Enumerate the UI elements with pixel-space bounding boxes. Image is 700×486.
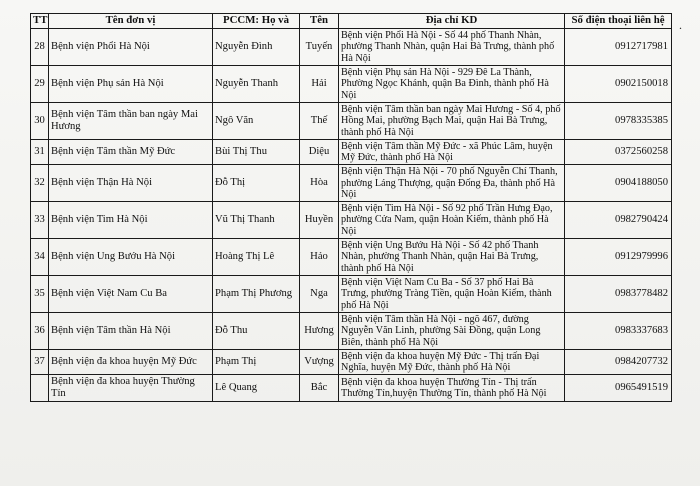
unit-name: Bệnh viện đa khoa huyện Mỹ Đức	[49, 350, 213, 375]
table-row	[31, 66, 672, 103]
business-address: Bệnh viện Phụ sản Hà Nội - 929 Đê La Thành, Phường Ngọc Khánh, quận Ba Đình, thành phố Hà Nội	[339, 66, 565, 103]
contact-phone: 0984207732	[565, 350, 672, 375]
contact-surname: Đỗ Thu	[213, 313, 300, 350]
contact-surname: Vũ Thị Thanh	[213, 202, 300, 239]
row-number: 32	[31, 165, 49, 202]
row-number: 31	[31, 140, 49, 165]
business-address: Bệnh viện đa khoa huyện Mỹ Đức - Thị trấn Đại Nghĩa, huyện Mỹ Đức, thành phố Hà Nội	[339, 350, 565, 375]
row-number	[31, 375, 49, 401]
unit-name: Bệnh viện Tâm thần Hà Nội	[49, 313, 213, 350]
contact-given-name: Huyền	[300, 202, 339, 239]
contact-surname: Lê Quang	[213, 375, 300, 401]
contact-given-name: Tuyến	[300, 29, 339, 66]
contact-phone: 0978335385	[565, 103, 672, 140]
row-number: 30	[31, 103, 49, 140]
unit-name: Bệnh viện Thận Hà Nội	[49, 165, 213, 202]
unit-name: Bệnh viện Ung Bướu Hà Nội	[49, 239, 213, 276]
contact-phone: 0904188050	[565, 165, 672, 202]
header-given: Tên	[300, 14, 339, 29]
contact-given-name: Nga	[300, 276, 339, 313]
contact-given-name: Bắc	[300, 375, 339, 401]
contact-given-name: Hảo	[300, 239, 339, 276]
contact-given-name: Hải	[300, 66, 339, 103]
table-row	[31, 239, 672, 276]
table-header-row	[31, 14, 672, 29]
header-unit: Tên đơn vị	[49, 14, 213, 29]
contact-surname: Nguyễn Thanh	[213, 66, 300, 103]
contact-given-name: Hòa	[300, 165, 339, 202]
table-row	[31, 103, 672, 140]
row-number: 36	[31, 313, 49, 350]
business-address: Bệnh viện Tâm thần Mỹ Đức - xã Phúc Lâm, huyện Mỹ Đức, thành phố Hà Nội	[339, 140, 565, 165]
business-address: Bệnh viện Tâm thần ban ngày Mai Hương - Số 4, phố Hồng Mai, phường Bạch Mai, quận Hai Bà Trưng, thành phố Hà Nội	[339, 103, 565, 140]
contact-given-name: Vượng	[300, 350, 339, 375]
contact-surname: Bùi Thị Thu	[213, 140, 300, 165]
contact-surname: Nguyễn Đình	[213, 29, 300, 66]
contact-surname: Ngô Văn	[213, 103, 300, 140]
contact-phone: 0983778482	[565, 276, 672, 313]
contact-phone: 0965491519	[565, 375, 672, 401]
table-row	[31, 202, 672, 239]
business-address: Bệnh viện đa khoa huyện Thường Tín - Thị trấn Thường Tín,huyện Thường Tín, thành phố Hà Nội	[339, 375, 565, 401]
table-row	[31, 375, 672, 401]
contact-phone: 0983337683	[565, 313, 672, 350]
contact-phone: 0902150018	[565, 66, 672, 103]
business-address: Bệnh viện Tâm thần Hà Nội - ngõ 467, đường Nguyễn Văn Linh, phường Sài Đồng, quận Long Biên, thành phố Hà Nội	[339, 313, 565, 350]
row-number: 35	[31, 276, 49, 313]
table-row	[31, 29, 672, 66]
contact-given-name: Hương	[300, 313, 339, 350]
contact-phone: 0372560258	[565, 140, 672, 165]
contact-phone: 0982790424	[565, 202, 672, 239]
contact-given-name: Thế	[300, 103, 339, 140]
contact-surname: Hoàng Thị Lê	[213, 239, 300, 276]
hospital-contact-table	[30, 13, 672, 402]
table-row	[31, 276, 672, 313]
business-address: Bệnh viện Việt Nam Cu Ba - Số 37 phố Hai Bà Trưng, phường Tràng Tiền, quận Hoàn Kiếm, thành phố Hà Nội	[339, 276, 565, 313]
table-row	[31, 140, 672, 165]
unit-name: Bệnh viện Tim Hà Nội	[49, 202, 213, 239]
header-phone: Số điện thoại liên hệ	[565, 14, 672, 29]
row-number: 34	[31, 239, 49, 276]
unit-name: Bệnh viện Phổi Hà Nội	[49, 29, 213, 66]
contact-given-name: Diệu	[300, 140, 339, 165]
unit-name: Bệnh viện Việt Nam Cu Ba	[49, 276, 213, 313]
row-number: 33	[31, 202, 49, 239]
unit-name: Bệnh viện Tâm thần ban ngày Mai Hương	[49, 103, 213, 140]
unit-name: Bệnh viện đa khoa huyện Thường Tín	[49, 375, 213, 401]
row-number: 29	[31, 66, 49, 103]
table-row	[31, 165, 672, 202]
contact-surname: Phạm Thị	[213, 350, 300, 375]
table-row	[31, 350, 672, 375]
corner-mark: .	[679, 18, 682, 32]
contact-surname: Đỗ Thị	[213, 165, 300, 202]
business-address: Bệnh viện Tim Hà Nội - Số 92 phố Trần Hưng Đạo, phường Cửa Nam, quận Hoàn Kiếm, thành phố Hà Nội	[339, 202, 565, 239]
business-address: Bệnh viện Ung Bướu Hà Nội - Số 42 phố Thanh Nhàn, phường Thanh Nhàn, quận Hai Bà Trưng, thành phố Hà Nội	[339, 239, 565, 276]
header-tt: TT	[31, 14, 49, 29]
header-address: Địa chỉ KD	[339, 14, 565, 29]
row-number: 28	[31, 29, 49, 66]
row-number: 37	[31, 350, 49, 375]
contact-phone: 0912979996	[565, 239, 672, 276]
contact-surname: Phạm Thị Phương	[213, 276, 300, 313]
unit-name: Bệnh viện Phụ sản Hà Nội	[49, 66, 213, 103]
header-surname: PCCM: Họ và	[213, 14, 300, 29]
table-row	[31, 313, 672, 350]
business-address: Bệnh viện Thận Hà Nội - 70 phố Nguyễn Chí Thanh, phường Láng Thượng, quận Đống Đa, thành phố Hà Nội	[339, 165, 565, 202]
business-address: Bệnh viện Phổi Hà Nội - Số 44 phố Thanh Nhàn, phường Thanh Nhàn, quận Hai Bà Trưng, thành phố Hà Nội	[339, 29, 565, 66]
contact-phone: 0912717981	[565, 29, 672, 66]
unit-name: Bệnh viện Tâm thần Mỹ Đức	[49, 140, 213, 165]
